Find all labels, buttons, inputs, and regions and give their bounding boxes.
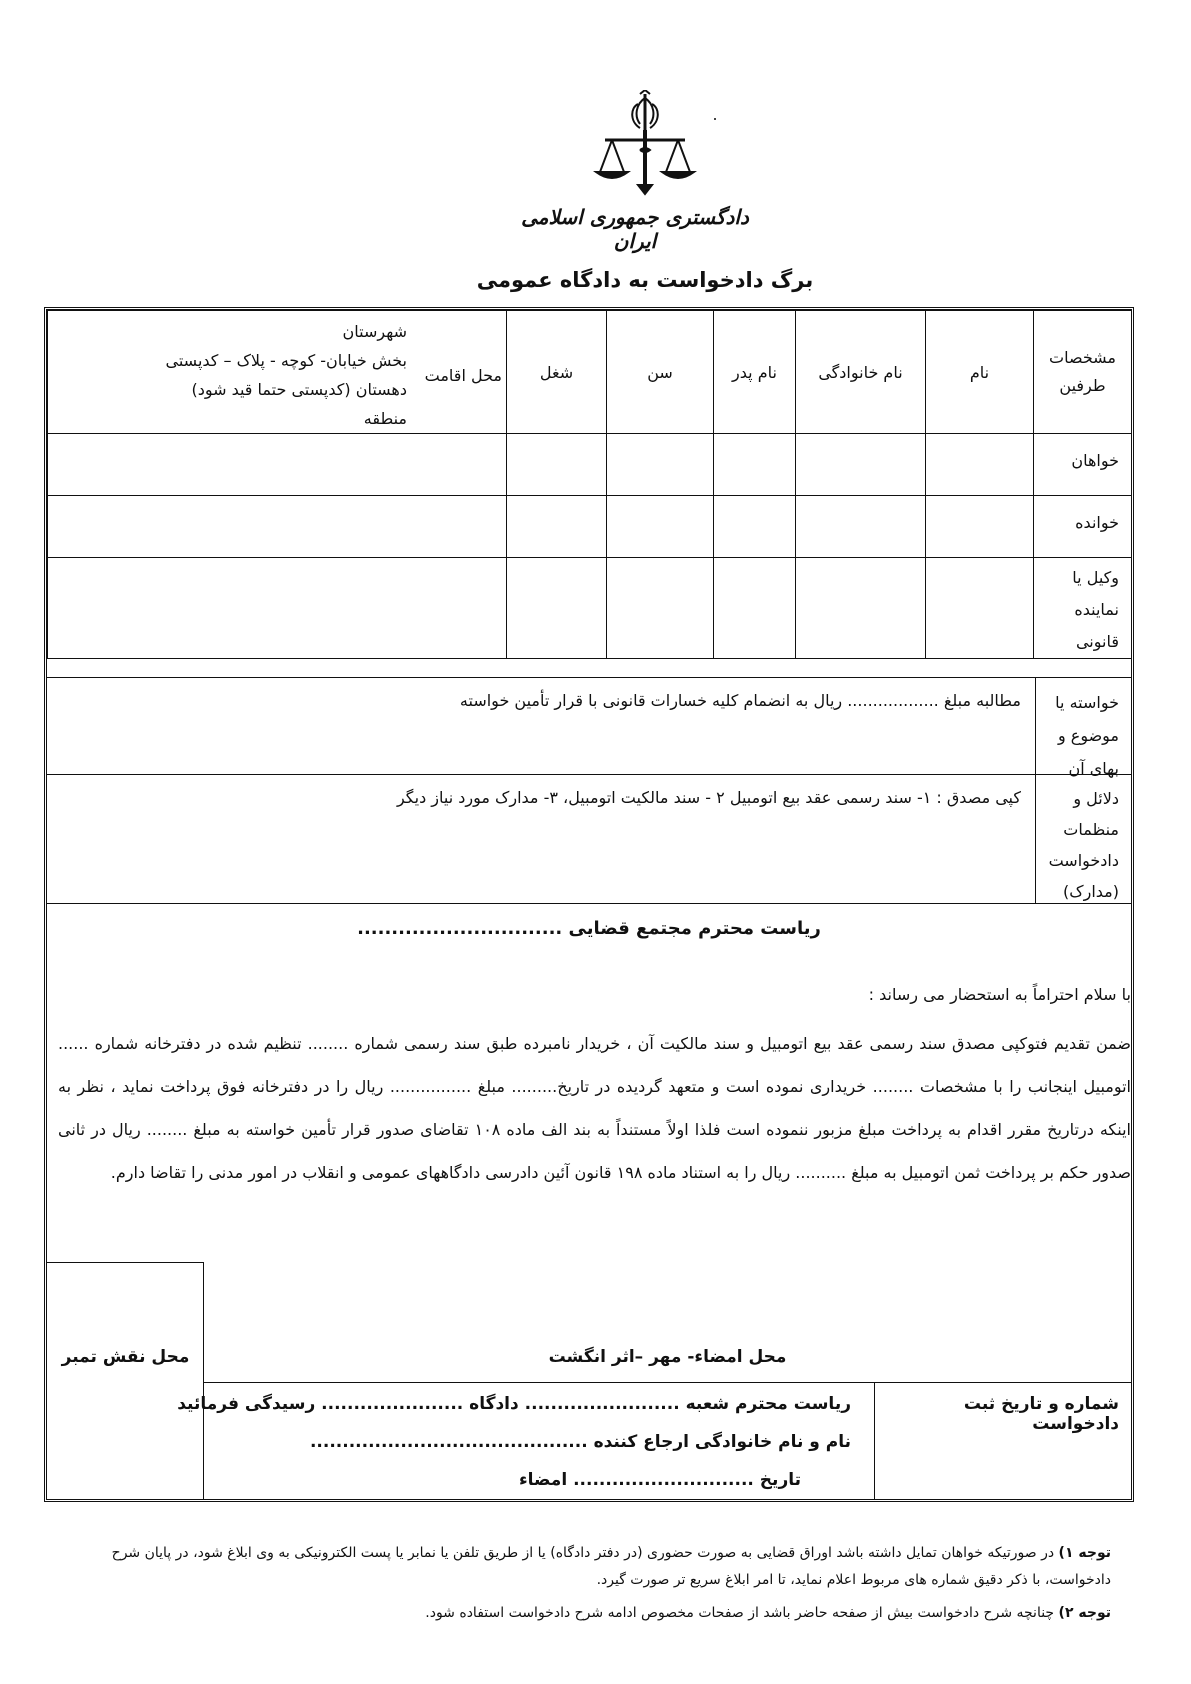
header-parties xyxy=(1034,311,1132,434)
header-parties-line: مشخصات xyxy=(1049,348,1116,367)
claim-label xyxy=(1035,678,1131,778)
plaintiff-last-name-cell[interactable] xyxy=(796,434,926,496)
attorney-last-name-cell[interactable] xyxy=(796,558,926,659)
plaintiff-father-name-cell[interactable] xyxy=(714,434,796,496)
parties-table xyxy=(47,310,1132,659)
attorney-age-cell[interactable] xyxy=(607,558,714,659)
plaintiff-age-cell[interactable] xyxy=(607,434,714,496)
header-last-name: نام خانوادگی xyxy=(796,311,926,434)
row-label-plaintiff: خواهان xyxy=(1034,434,1132,496)
date-signature-line[interactable]: تاریخ ............................ امضاء xyxy=(518,1470,801,1490)
address-line: بخش خیابان- کوچه - پلاک – کدپستی xyxy=(165,351,407,370)
attorney-father-name-cell[interactable] xyxy=(714,558,796,659)
registration-label: شماره و تاریخ ثبت دادخواست xyxy=(963,1394,1119,1434)
speck xyxy=(714,118,716,120)
address-line: شهرستان xyxy=(342,322,407,341)
evidence-label-line: (مدارک) xyxy=(1063,882,1119,901)
defendant-last-name-cell[interactable] xyxy=(796,496,926,558)
evidence-row xyxy=(47,774,1131,904)
address-line: دهستان (کدپستی حتما قید شود) xyxy=(191,380,407,399)
evidence-label-line: دلائل و xyxy=(1073,789,1119,808)
header-residence xyxy=(48,311,507,434)
claim-value[interactable]: مطالبه مبلغ .................. ریال به انضمام کلیه خسارات قانونی با قرار تأمین خواسته xyxy=(459,691,1021,710)
evidence-value[interactable]: کپی مصدق : ۱- سند رسمی عقد بیع اتومبیل ۲ - سند مالکیت اتومبیل، ۳- مدارک مورد نیاز دیگر xyxy=(396,788,1021,807)
plaintiff-first-name-cell[interactable] xyxy=(926,434,1034,496)
note-2 xyxy=(85,1600,1111,1627)
attorney-first-name-cell[interactable] xyxy=(926,558,1034,659)
defendant-age-cell[interactable] xyxy=(607,496,714,558)
defendant-first-name-cell[interactable] xyxy=(926,496,1034,558)
stamp-label: محل نقش تمبر xyxy=(61,1347,190,1367)
note-2-text: چنانچه شرح دادخواست بیش از صفحه حاضر باشد از صفحات مخصوص ادامه شرح دادخواست استفاده شود. xyxy=(425,1605,1059,1621)
header-residence-label: محل اقامت xyxy=(424,365,502,385)
address-line: منطقه xyxy=(363,409,407,428)
signature-section xyxy=(47,1262,1131,1502)
footnotes xyxy=(85,1540,1111,1627)
header-first-name: نام xyxy=(926,311,1034,434)
claim-label-line: خواسته یا xyxy=(1055,693,1119,712)
letter-title: ریاست محترم مجتمع قضایی .............................. xyxy=(357,918,821,939)
letter-body[interactable]: ضمن تقدیم فتوکپی مصدق سند رسمی عقد بیع اتومبیل و سند مالکیت آن ، خریدار نامبرده طبق سند رسمی شماره ........ تنظیم شده در دفترخانه شماره ...... اتومبیل اینجانب را با مشخصات ........ خریداری نموده است و متعهد گردیده در تاریخ......... مبلغ ................ ریال را در دفترخانه فوق پرداخت نماید ، نظر به اینکه درتاریخ مقرر اقدام به پرداخت مبلغ مزبور ننموده است فلذا اولاً مستنداً به بند الف ماده ۱۰۸ تقاضای صدور قرار تأمین خواسته به مبلغ ........ ریال در ثانی صدور حکم بر پرداخت ثمن اتومبیل به مبلغ .......... ریال را به استناد ماده ۱۹۸ قانون آئین دادرسی دادگاههای عمومی و انقلاب در امور مدنی را تقاضا دارم. xyxy=(58,1034,1131,1182)
table-header-row xyxy=(48,311,1132,434)
claim-row xyxy=(47,677,1131,778)
note-2-label: توجه ۲) xyxy=(1058,1605,1111,1621)
form-title: برگ دادخواست به دادگاه عمومی xyxy=(476,268,814,292)
note-1 xyxy=(85,1540,1111,1594)
row-label-line: وکیل یا xyxy=(1072,568,1119,587)
referrer-line[interactable]: نام و نام خانوادگی ارجاع کننده ........................................... xyxy=(309,1432,851,1452)
evidence-label xyxy=(1035,775,1131,903)
attorney-residence-cell[interactable] xyxy=(48,558,507,659)
letter-greeting: با سلام احتراماً به استحضار می رساند : xyxy=(868,985,1131,1004)
signature-divider xyxy=(204,1382,1131,1383)
defendant-father-name-cell[interactable] xyxy=(714,496,796,558)
row-label-line: نماینده xyxy=(1074,600,1119,619)
iran-emblem-scales-icon xyxy=(590,90,700,210)
header-father-name: نام پدر xyxy=(714,311,796,434)
table-row-attorney xyxy=(48,558,1132,659)
referral-line[interactable]: ریاست محترم شعبه ........................ دادگاه ...................... رسیدگی فرمائید xyxy=(177,1394,851,1414)
row-label-defendant: خوانده xyxy=(1034,496,1132,558)
claim-label-line: بهای آن xyxy=(1068,759,1119,778)
table-row-plaintiff xyxy=(48,434,1132,496)
claim-label-line: موضوع و xyxy=(1057,726,1119,745)
evidence-label-line: دادخواست xyxy=(1048,851,1119,870)
note-1-label: توجه ۱) xyxy=(1058,1545,1111,1561)
defendant-occupation-cell[interactable] xyxy=(507,496,607,558)
signature-label: محل امضاء- مهر –اثر انگشت xyxy=(548,1347,787,1367)
stamp-box[interactable] xyxy=(47,1262,204,1499)
header-occupation: شغل xyxy=(507,311,607,434)
plaintiff-occupation-cell[interactable] xyxy=(507,434,607,496)
plaintiff-residence-cell[interactable] xyxy=(48,434,507,496)
organization-name: دادگستری جمهوری اسلامی ایران xyxy=(521,205,749,253)
table-row-defendant xyxy=(48,496,1132,558)
row-label-attorney xyxy=(1034,558,1132,659)
registration-divider xyxy=(874,1382,875,1499)
attorney-occupation-cell[interactable] xyxy=(507,558,607,659)
evidence-label-line: منظمات xyxy=(1063,820,1119,839)
defendant-residence-cell[interactable] xyxy=(48,496,507,558)
header-parties-line: طرفین xyxy=(1059,376,1106,395)
note-1-text: در صورتیکه خواهان تمایل داشته باشد اوراق قضایی به صورت حضوری (در دفتر دادگاه) یا از طریق تلفن یا نمابر یا پست الکترونیکی به وی ابلاغ شود، در پایان شرح دادخواست، با ذکر دقیق شماره های مربوط اعلام نماید، تا امر ابلاغ سریع تر صورت گیرد. xyxy=(111,1545,1111,1588)
row-label-line: قانونی xyxy=(1075,632,1119,651)
header-age: سن xyxy=(607,311,714,434)
